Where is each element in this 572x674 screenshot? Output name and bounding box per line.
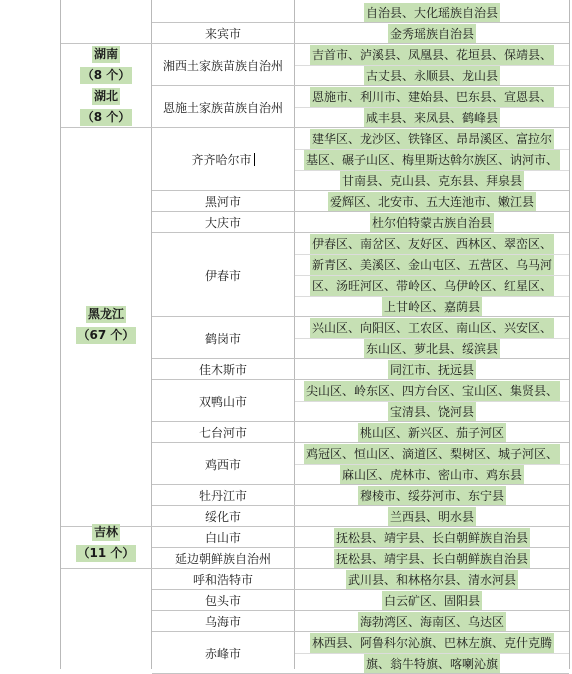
district-line: [388, 23, 476, 44]
district-text: 东山区、萝北县、绥滨县: [364, 339, 500, 359]
district-line: [310, 233, 554, 254]
district-line: [358, 422, 506, 443]
district-text: 吉首市、泸溪县、凤凰县、花垣县、保靖县、: [310, 45, 554, 65]
district-text: 鸡冠区、恒山区、滴道区、梨树区、城子河区、: [304, 444, 560, 464]
city-name: 大庆市: [204, 216, 241, 230]
district-text: 咸丰县、来凤县、鹤峰县: [364, 108, 500, 128]
district-text: 穆棱市、绥芬河市、东宁县: [358, 486, 506, 506]
city-name: 鹤岗市: [204, 331, 241, 346]
city-name: 乌海市: [204, 615, 241, 629]
district-text: 林西县、阿鲁科尔沁旗、巴林左旗、克什克腾: [310, 633, 554, 653]
district-line: [334, 527, 530, 548]
district-text: 兴山区、向阳区、工农区、南山区、兴安区、: [310, 318, 554, 338]
city-name: 伊春市: [204, 268, 241, 283]
city-cell: [152, 212, 294, 233]
row-divider: [295, 107, 569, 108]
district-line: [340, 170, 524, 191]
district-line: [364, 338, 500, 359]
district-text: 海勃湾区、海南区、乌达区: [358, 612, 506, 632]
district-text: 爱辉区、北安市、五大连池市、嫩江县: [328, 192, 536, 212]
district-cell: [295, 485, 569, 506]
district-cell: [295, 191, 569, 212]
text-cursor-icon: [254, 153, 255, 166]
district-cell: [295, 2, 569, 23]
city-name: 湘西土家族苗族自治州: [162, 58, 283, 73]
city-cell: [152, 611, 294, 632]
city-name: 恩施土家族苗族自治州: [162, 100, 283, 115]
district-text: 伊春区、南岔区、友好区、西林区、翠峦区、: [310, 234, 554, 254]
city-name: 佳木斯市: [198, 363, 247, 377]
district-text: 古丈县、永顺县、龙山县: [364, 66, 500, 86]
district-text: 恩施市、利川市、建始县、巴东县、宣恩县、: [310, 87, 554, 107]
city-name: 双鸭山市: [198, 394, 247, 409]
row-divider: [295, 254, 569, 255]
district-line: [310, 128, 554, 149]
city-name: 来宾市: [204, 27, 241, 41]
district-cell: [295, 548, 569, 569]
district-line: [310, 275, 554, 296]
district-text: 杜尔伯特蒙古族自治县: [370, 213, 494, 233]
city-name: 齐齐哈尔市: [191, 153, 252, 167]
city-cell: [152, 128, 294, 191]
row-divider: [295, 338, 569, 339]
row-divider: [295, 464, 569, 465]
district-cell: [295, 506, 569, 527]
district-text: 新青区、美溪区、金山屯区、五营区、乌马河: [310, 255, 554, 275]
district-text: 基区、碾子山区、梅里斯达斡尔族区、讷河市、: [304, 150, 560, 170]
city-cell: [152, 191, 294, 212]
province-cell-hubei: [61, 86, 151, 128]
district-text: 抚松县、靖宇县、长白朝鲜族自治县: [334, 549, 530, 569]
district-text: 上甘岭区、嘉荫县: [382, 297, 482, 317]
city-name: 绥化市: [204, 510, 241, 524]
province-name: 湖北: [93, 89, 118, 103]
row-divider: [295, 65, 569, 66]
district-line: [310, 44, 554, 65]
city-name: 延边朝鲜族自治州: [174, 552, 271, 566]
province-name: 湖南: [93, 47, 118, 61]
district-line: [346, 569, 518, 590]
district-cell: [295, 527, 569, 548]
province-name: 吉林: [93, 525, 118, 539]
district-cell: [295, 128, 569, 191]
city-cell: [152, 590, 294, 611]
city-cell: [152, 317, 294, 359]
city-name: 七台河市: [198, 426, 247, 440]
row-divider: [295, 275, 569, 276]
city-name: 牡丹江市: [198, 489, 247, 503]
city-cell: [152, 233, 294, 317]
district-text: 武川县、和林格尔县、清水河县: [346, 570, 518, 590]
district-line: [388, 359, 476, 380]
district-cell: [295, 212, 569, 233]
district-line: [310, 317, 554, 338]
city-cell: [152, 548, 294, 569]
district-text: 麻山区、虎林市、密山市、鸡东县: [340, 465, 524, 485]
district-line: [364, 2, 500, 23]
district-text: 建华区、龙沙区、铁锋区、昂昂溪区、富拉尔: [310, 129, 554, 149]
district-text: 尖山区、岭东区、四方台区、宝山区、集贤县、: [304, 381, 560, 401]
district-line: [340, 464, 524, 485]
city-cell: [152, 443, 294, 485]
district-text: 桃山区、新兴区、茄子河区: [358, 423, 506, 443]
district-text: 自治县、大化瑶族自治县: [364, 3, 500, 23]
city-cell: [152, 23, 294, 44]
city-name: 鸡西市: [204, 457, 241, 472]
district-line: [364, 653, 500, 674]
city-name: 呼和浩特市: [192, 573, 253, 587]
district-text: 区、汤旺河区、带岭区、乌伊岭区、红星区、: [310, 276, 554, 296]
city-cell: [152, 485, 294, 506]
city-name: 包头市: [204, 594, 241, 608]
district-cell: [295, 359, 569, 380]
city-cell: [152, 44, 294, 86]
district-cell: [295, 422, 569, 443]
district-line: [364, 65, 500, 86]
province-cell-hunan: [61, 44, 151, 86]
column-divider: [569, 0, 570, 669]
district-text: 旗、翁牛特旗、喀喇沁旗: [364, 654, 500, 674]
district-line: [304, 443, 560, 464]
city-cell: [152, 359, 294, 380]
row-divider: [295, 653, 569, 654]
city-cell: [152, 380, 294, 422]
district-cell: [295, 569, 569, 590]
city-cell: [152, 506, 294, 527]
row-divider: [295, 401, 569, 402]
district-text: 白云矿区、固阳县: [382, 591, 482, 611]
district-line: [388, 401, 476, 422]
city-cell: [152, 86, 294, 128]
district-text: 兰西县、明水县: [388, 507, 476, 527]
district-cell: [295, 23, 569, 44]
district-line: [310, 632, 554, 653]
district-text: 金秀瑶族自治县: [388, 24, 476, 44]
district-line: [364, 107, 500, 128]
city-cell: [152, 632, 294, 674]
province-cell-jilin: [61, 522, 151, 564]
city-name: 黑河市: [204, 195, 241, 209]
district-line: [358, 485, 506, 506]
city-name: 赤峰市: [204, 646, 241, 661]
district-line: [304, 380, 560, 401]
city-cell: [152, 527, 294, 548]
province-cell-heilongjiang: [61, 128, 151, 522]
district-line: [334, 548, 530, 569]
province-count: （8 个）: [81, 68, 131, 82]
district-cell: [295, 611, 569, 632]
city-cell: [152, 422, 294, 443]
province-name: 黑龙江: [87, 307, 124, 321]
district-text: 抚松县、靖宇县、长白朝鲜族自治县: [334, 528, 530, 548]
district-line: [310, 254, 554, 275]
row-divider: [295, 149, 569, 150]
province-count: （11 个）: [77, 546, 135, 560]
district-line: [358, 611, 506, 632]
district-cell: [295, 590, 569, 611]
district-text: 同江市、抚远县: [388, 360, 476, 380]
row-divider: [295, 296, 569, 297]
row-divider: [295, 170, 569, 171]
district-line: [388, 506, 476, 527]
district-line: [382, 296, 482, 317]
city-cell: [152, 2, 294, 23]
district-line: [382, 590, 482, 611]
province-count: （67 个）: [77, 328, 135, 342]
province-count: （8 个）: [81, 110, 131, 124]
district-line: [370, 212, 494, 233]
district-line: [304, 149, 560, 170]
district-line: [328, 191, 536, 212]
district-text: 甘南县、克山县、克东县、拜泉县: [340, 171, 524, 191]
city-name: 白山市: [204, 531, 241, 545]
district-text: 宝清县、饶河县: [388, 402, 476, 422]
district-line: [310, 86, 554, 107]
city-cell: [152, 569, 294, 590]
